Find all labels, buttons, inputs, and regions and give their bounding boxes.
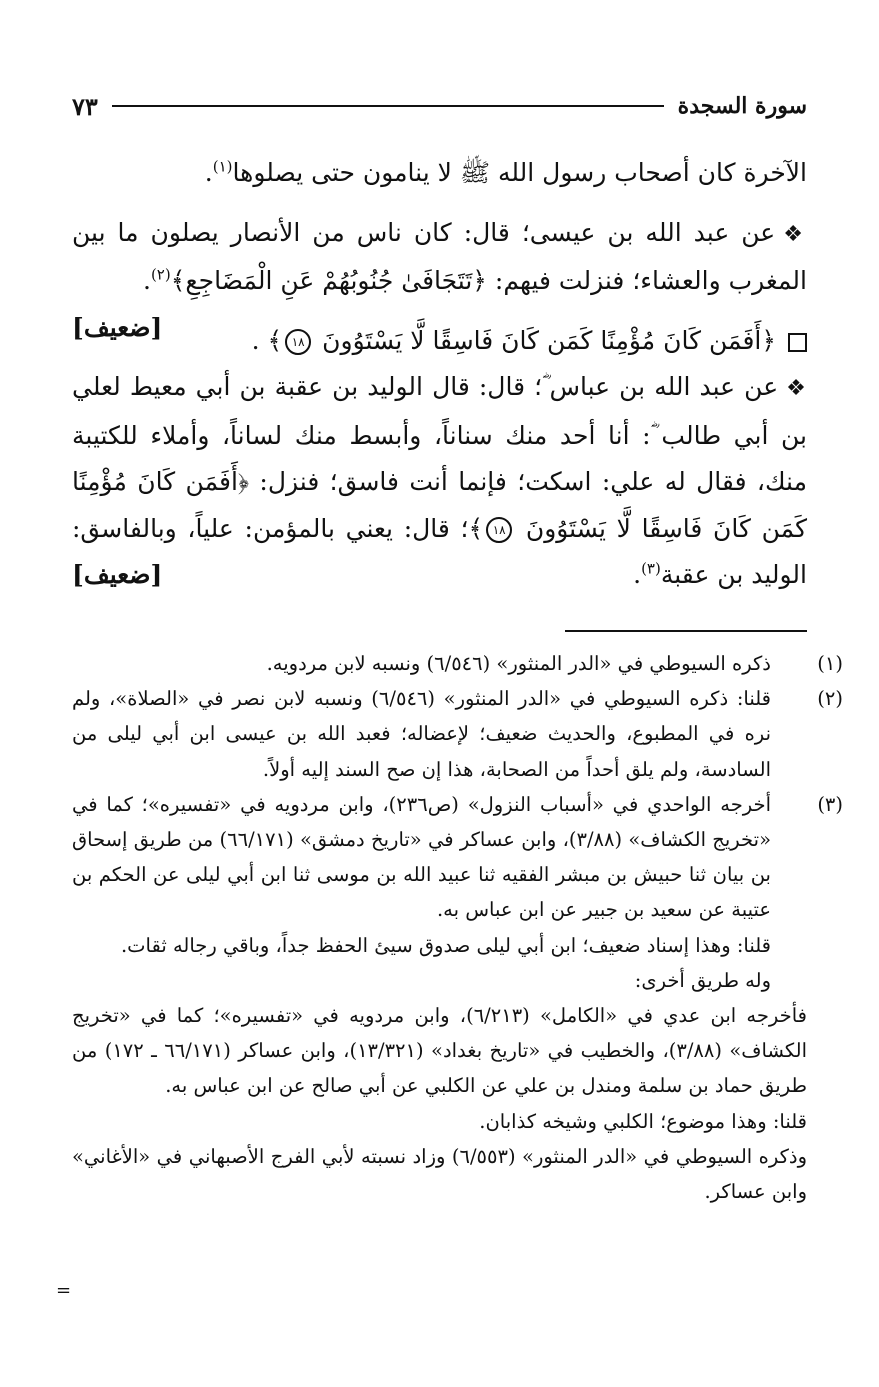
footnote-separator	[565, 630, 807, 632]
grade-label: [ضعيف]	[72, 560, 163, 589]
diamond-bullet-icon: ❖	[786, 376, 807, 401]
footnote-ref-2: (٢)	[150, 265, 171, 284]
grade-label: [ضعيف]	[72, 312, 163, 342]
paragraph-4: ❖عن عبد الله بن عباس ؓ؛ قال: قال الوليد بن عقبة بن أبي معيط لعلي بن أبي طالب ؓ: أنا أحد منك سناناً، وأبسط منك لساناً، وأملاء للكتيبة منك، فقال له علي: اسكت؛ فإنما أنت فاسق؛ فنزل: ﴿أَفَمَن كَانَ مُؤْمِنًا كَمَن كَانَ فَاسِقًا لَّا يَسْتَوُونَ ١٨﴾؛ قال: يعني بالمؤمن: علياً، وبالفاسق: الوليد بن عقبة$^{(٣)}$. [ضعيف]	[72, 364, 807, 599]
page-header	[72, 86, 807, 126]
footnote-3-comment: قلنا: وهذا إسناد ضعيف؛ ابن أبي ليلى صدوق سيئ الحفظ جداً، وباقي رجاله ثقات.	[120, 933, 771, 957]
footnote-2: (٢)قلنا: ذكره السيوطي في «الدر المنثور» (٦/٥٤٦) ونسبه لابن نصر في «الصلاة»، ولم نره في المطبوع، والحديث ضعيف؛ لإعضاله؛ فعبد الله بن عيسى ابن أبي ليلى من السادسة، ولم يلق أحداً من الصحابة، هذا إن صح السند إليه أولاً.	[72, 687, 843, 781]
footnote-3-suyuti: وذكره السيوطي في «الدر المنثور» (٦/٥٥٣) وزاد نسبته لأبي الفرج الأصبهاني في «الأغاني» وابن عساكر.	[72, 1144, 807, 1204]
page-number: ٧٣	[72, 91, 98, 121]
footnote-ref-1: (١)	[212, 157, 233, 176]
surah-title: سورة السجدة	[677, 93, 807, 119]
paragraph-2: ❖عن عبد الله بن عيسى؛ قال: كان ناس من الأنصار يصلون ما بين المغرب والعشاء؛ فنزلت فيهم: ﴿تَتَجَافَىٰ جُنُوبُهُمْ عَنِ الْمَضَاجِعِ﴾$^{(٢)}$. [ضعيف]	[72, 210, 807, 305]
paragraph-1: الآخرة كان أصحاب رسول الله ﷺ لا ينامون حتى يصلوها$^{(١)}$.	[204, 157, 807, 187]
header-rule	[112, 105, 664, 107]
ayah-number-icon: ١٨	[486, 517, 512, 543]
square-marker-icon	[788, 333, 807, 352]
footnote-3-verdict: قلنا: وهذا موضوع؛ الكلبي وشيخه كذابان.	[479, 1109, 807, 1133]
continuation-mark: =	[56, 1280, 72, 1301]
footnote-3-other-route: وله طريق أخرى:	[634, 968, 771, 992]
ayah-number-icon: ١٨	[285, 329, 311, 355]
footnote-ref-3: (٣)	[641, 559, 661, 578]
diamond-bullet-icon: ❖	[783, 221, 807, 247]
footnotes	[72, 646, 844, 1209]
main-text	[72, 150, 807, 599]
footnote-3-second-source: فأخرجه ابن عدي في «الكامل» (٦/٢١٣)، وابن مردويه في «تفسيره»؛ كما في «تخريج الكشاف» (٣/٨٨)، والخطيب في «تاريخ بغداد» (١٣/٣٢١)، وابن عساكر (٦٦/١٧١ ـ ١٧٢) من طريق حماد بن سلمة ومندل بن علي عن الكلبي عن أبي صالح عن ابن عباس به.	[72, 1004, 807, 1098]
footnote-1: (١)ذكره السيوطي في «الدر المنثور» (٦/٥٤٦) ونسبه لابن مردويه.	[266, 652, 843, 675]
verse-heading: ﴿أَفَمَن كَانَ مُؤْمِنًا كَمَن كَانَ فَاسِقًا لَّا يَسْتَوُونَ ١٨﴾ .	[72, 318, 807, 365]
footnote-3: (٣)أخرجه الواحدي في «أسباب النزول» (ص٢٣٦)، وابن مردويه في «تفسيره»؛ كما في «تخريج الكشاف» (٣/٨٨)، وابن عساكر في «تاريخ دمشق» (٦٦/١٧١) من طريق إسحاق بن بيان ثنا حبيش بن مبشر الفقيه ثنا عبيد الله بن موسى ثنا ابن أبي ليلى عن الحكم بن عتيبة عن سعيد بن جبير عن ابن عباس به.	[72, 792, 844, 922]
